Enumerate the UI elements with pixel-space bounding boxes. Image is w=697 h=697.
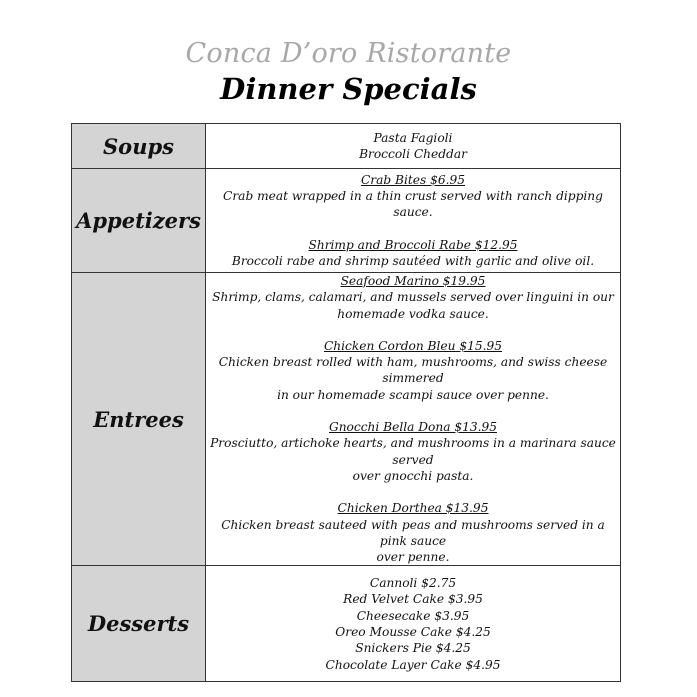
entree-item [210, 273, 616, 322]
appetizer-title: Crab Bites $6.95 [360, 172, 466, 187]
entree-title: Chicken Dorthea $13.95 [337, 501, 489, 516]
entree-item [210, 338, 616, 403]
entree-description: Prosciutto, artichoke hearts, and mushrooms in a marinara sauce served [210, 436, 616, 467]
specials-table [71, 123, 621, 682]
restaurant-name: Conca D’oro Ristorante [185, 38, 512, 69]
appetizers-items [206, 169, 621, 273]
entree-description: in our homemade scampi sauce over penne. [277, 387, 549, 402]
dessert-item: Oreo Mousse Cake $4.25 [335, 624, 491, 639]
section-label-entrees: Entrees [72, 273, 206, 566]
entree-title: Chicken Cordon Bleu $15.95 [323, 338, 502, 353]
entree-item [210, 500, 616, 565]
entrees-items [206, 273, 621, 566]
section-label-appetizers: Appetizers [72, 169, 206, 273]
entree-title: Gnocchi Bella Dona $13.95 [328, 420, 498, 435]
entree-description: Chicken breast sauteed with peas and mushrooms served in a pink sauce [221, 517, 605, 548]
soups-items [206, 124, 621, 169]
section-label-soups: Soups [72, 124, 206, 169]
entree-description: homemade vodka sauce. [337, 306, 489, 321]
entree-description: Shrimp, clams, calamari, and mussels served over linguini in our [212, 290, 614, 305]
appetizer-description: Broccoli rabe and shrimp sautéed with garlic and olive oil. [231, 253, 595, 268]
appetizer-item [210, 237, 616, 270]
dessert-item: Cannoli $2.75 [369, 576, 457, 591]
entree-title: Seafood Marino $19.95 [340, 274, 486, 288]
dessert-item: Chocolate Layer Cake $4.95 [325, 657, 501, 672]
entree-description: over gnocchi pasta. [352, 468, 474, 483]
desserts-items [206, 566, 621, 682]
appetizer-title: Shrimp and Broccoli Rabe $12.95 [308, 237, 518, 252]
desserts-row [72, 566, 621, 682]
menu-title: Dinner Specials [220, 72, 477, 106]
appetizer-description: Crab meat wrapped in a thin crust served with ranch dipping sauce. [223, 189, 603, 220]
entree-description: over penne. [376, 550, 450, 565]
soups-row [72, 124, 621, 169]
appetizers-row [72, 169, 621, 273]
dessert-item: Cheesecake $3.95 [356, 608, 470, 623]
entree-item [210, 419, 616, 484]
entree-description: Chicken breast rolled with ham, mushrooms, and swiss cheese simmered [218, 355, 608, 386]
soup-item: Pasta Fagioli [373, 130, 453, 145]
appetizer-item [210, 172, 616, 221]
section-label-desserts: Desserts [72, 566, 206, 682]
dessert-item: Snickers Pie $4.25 [355, 641, 471, 656]
dessert-item: Red Velvet Cake $3.95 [343, 592, 483, 607]
soup-item: Broccoli Cheddar [359, 147, 467, 161]
entrees-row [72, 273, 621, 566]
